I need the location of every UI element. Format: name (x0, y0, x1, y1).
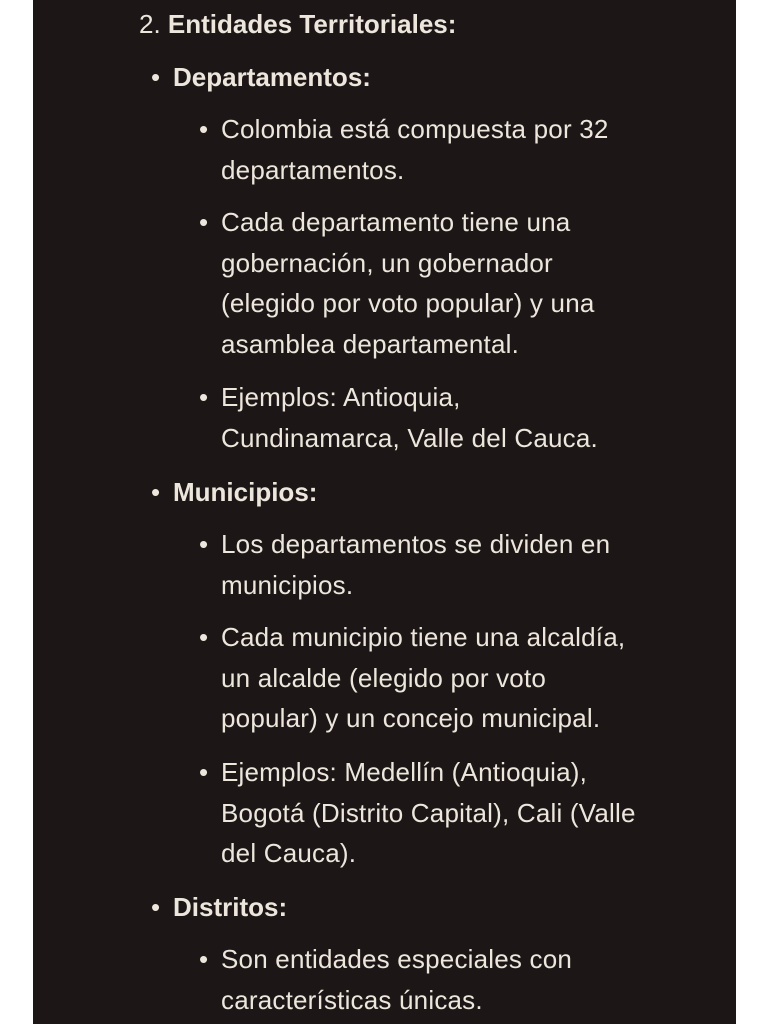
list-item-line: Ejemplos: Antioquia, (221, 382, 461, 412)
list-item (199, 524, 721, 605)
list-item (199, 202, 721, 364)
list-item-line: departamentos. (221, 154, 405, 185)
list-item-line: Cundinamarca, Valle del Cauca. (221, 422, 598, 453)
list-item-line: (elegido por voto popular) y una (221, 288, 595, 318)
bullet: • (199, 529, 209, 559)
bullet: • (199, 757, 209, 787)
list-item-line: Cada departamento tiene una (221, 207, 571, 237)
list-item-line: popular) y un concejo municipal. (221, 703, 601, 733)
list-item (199, 939, 721, 1020)
list-item-line: del Cauca). (221, 838, 357, 868)
group-title: Distritos: (173, 892, 288, 922)
group-heading-distritos (151, 889, 288, 925)
list-item (199, 617, 721, 739)
list-item-line: Colombia está compuesta por 32 (221, 114, 609, 144)
section-number: 2. (139, 9, 161, 39)
bullet: • (151, 477, 161, 507)
bullet: • (151, 892, 161, 922)
list-item (199, 752, 721, 874)
list-item (199, 377, 721, 458)
bullet: • (199, 207, 209, 237)
list-item-line: municipios. (221, 569, 354, 600)
list-item-line: gobernación, un gobernador (221, 247, 553, 278)
list-item-line: Bogotá (Distrito Capital), Cali (Valle (221, 797, 636, 828)
bullet: • (151, 62, 161, 92)
group-title: Municipios: (173, 477, 318, 507)
list-item-line: Ejemplos: Medellín (Antioquia), (221, 757, 588, 787)
bullet: • (199, 114, 209, 144)
bullet: • (199, 944, 209, 974)
list-item-line: Son entidades especiales con (221, 944, 573, 974)
list-item (199, 109, 721, 190)
list-item-line: Los departamentos se dividen en (221, 529, 611, 559)
section-heading (139, 6, 456, 42)
chat-message-panel (33, 0, 736, 1024)
list-item-line: Cada municipio tiene una alcaldía, (221, 622, 626, 652)
group-heading-municipios (151, 474, 318, 510)
group-title: Departamentos: (173, 62, 371, 92)
list-item-line: un alcalde (elegido por voto (221, 662, 547, 693)
bullet: • (199, 382, 209, 412)
bullet: • (199, 622, 209, 652)
section-title: Entidades Territoriales: (167, 9, 457, 39)
list-item-line: asamblea departamental. (221, 328, 520, 359)
group-heading-departamentos (151, 59, 371, 95)
list-item-line: características únicas. (221, 984, 483, 1015)
